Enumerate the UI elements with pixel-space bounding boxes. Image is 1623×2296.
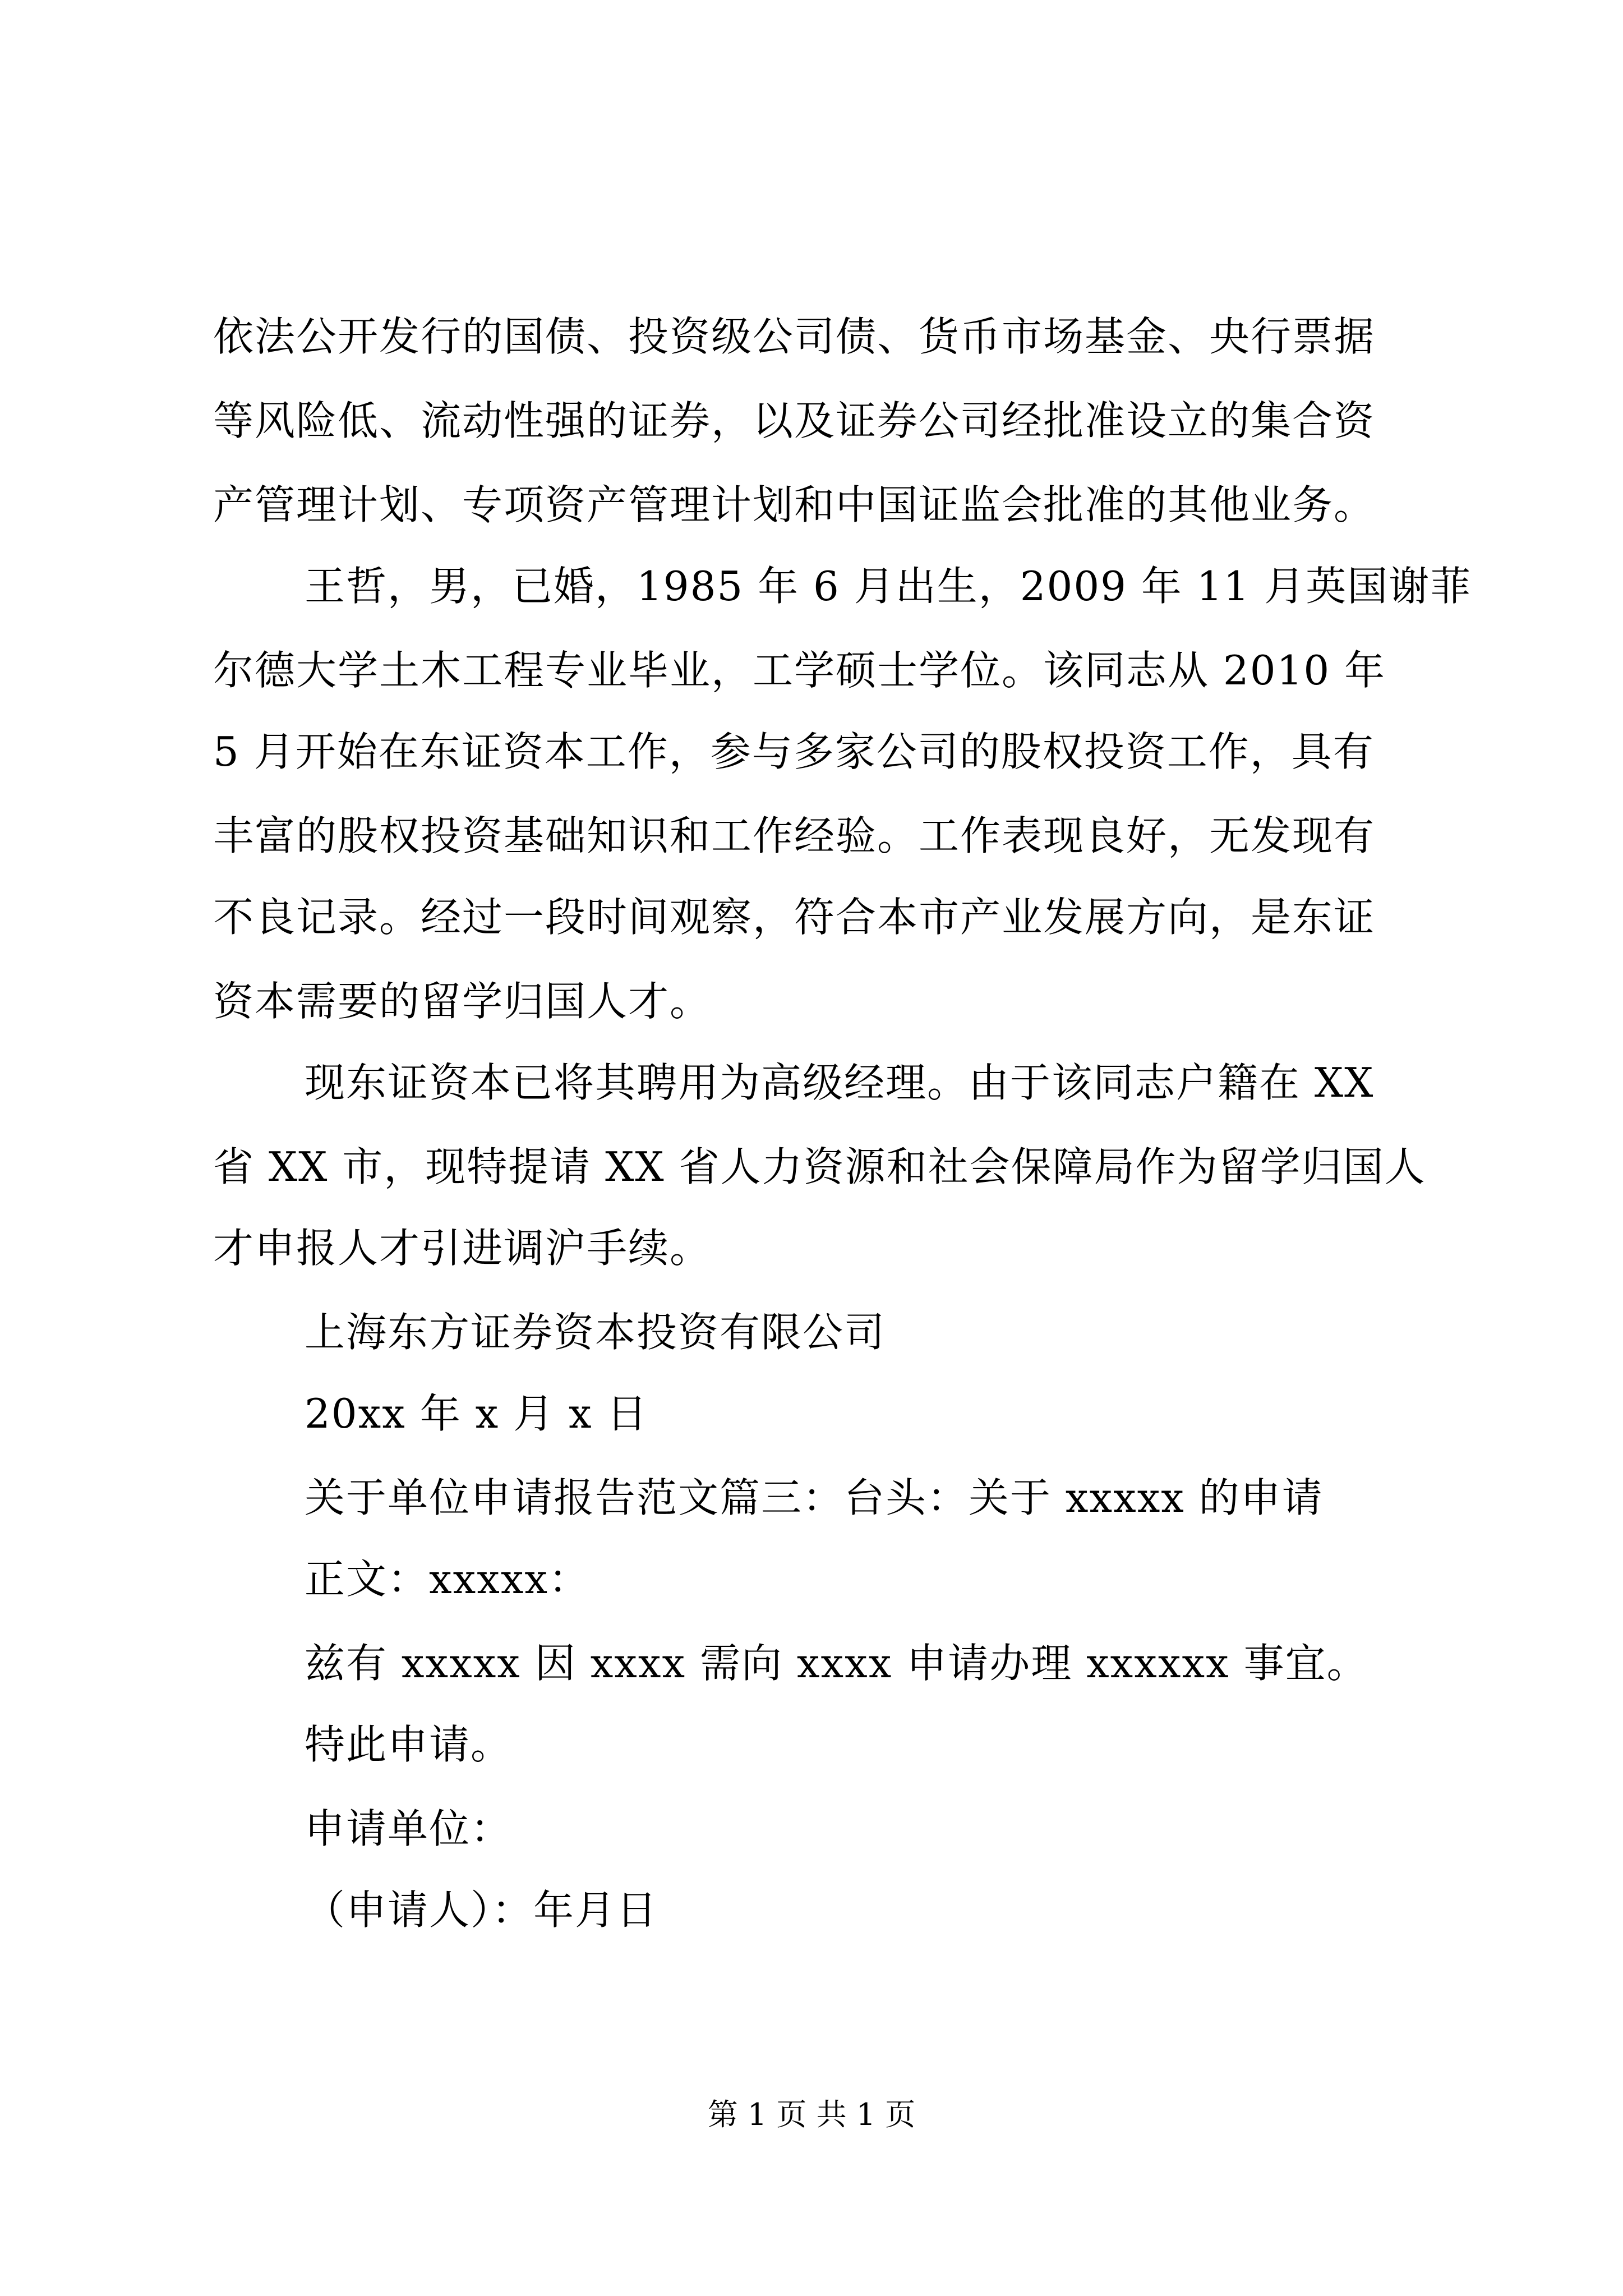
paragraph2-line-6: 资本需要的留学归国人才。	[213, 978, 712, 1025]
page-footer: 第 1 页 共 1 页	[707, 2097, 916, 2132]
template-applicant-person: （申请人）：年月日	[305, 1887, 658, 1934]
paragraph2-line-2: 尔德大学土木工程专业毕业，工学硕士学位。该同志从 2010 年	[213, 647, 1386, 694]
template-closing: 特此申请。	[305, 1721, 513, 1768]
paragraph2-line-5: 不良记录。经过一段时间观察，符合本市产业发展方向，是东证	[213, 894, 1376, 941]
paragraph3-line-1: 现东证资本已将其聘用为高级经理。由于该同志户籍在 XX	[305, 1059, 1375, 1106]
paragraph2-line-4: 丰富的股权投资基础知识和工作经验。工作表现良好，无发现有	[213, 812, 1376, 859]
template-body-text: 兹有 xxxxx 因 xxxx 需向 xxxx 申请办理 xxxxxx 事宜。	[305, 1640, 1368, 1687]
paragraph3-line-3: 才申报人才引进调沪手续。	[213, 1225, 712, 1272]
paragraph1-line-1: 依法公开发行的国债、投资级公司债、货币市场基金、央行票据	[213, 313, 1376, 360]
paragraph1-line-3: 产管理计划、专项资产管理计划和中国证监会批准的其他业务。	[213, 481, 1376, 528]
template-applicant-unit: 申请单位：	[305, 1805, 513, 1852]
template-heading: 关于单位申请报告范文篇三：台头：关于 xxxxx 的申请	[305, 1474, 1324, 1521]
paragraph2-line-3: 5 月开始在东证资本工作，参与多家公司的股权投资工作，具有	[213, 728, 1375, 775]
paragraph2-line-1: 王哲，男，已婚，1985 年 6 月出生，2009 年 11 月英国谢菲	[305, 563, 1472, 610]
template-body-label: 正文：xxxxx：	[305, 1556, 591, 1603]
signature-date: 20xx 年 x 月 x 日	[305, 1390, 648, 1437]
paragraph1-line-2: 等风险低、流动性强的证券，以及证券公司经批准设立的集合资	[213, 397, 1376, 444]
paragraph3-line-2: 省 XX 市，现特提请 XX 省人力资源和社会保障局作为留学归国人	[213, 1143, 1426, 1190]
signature-company: 上海东方证券资本投资有限公司	[305, 1309, 886, 1356]
